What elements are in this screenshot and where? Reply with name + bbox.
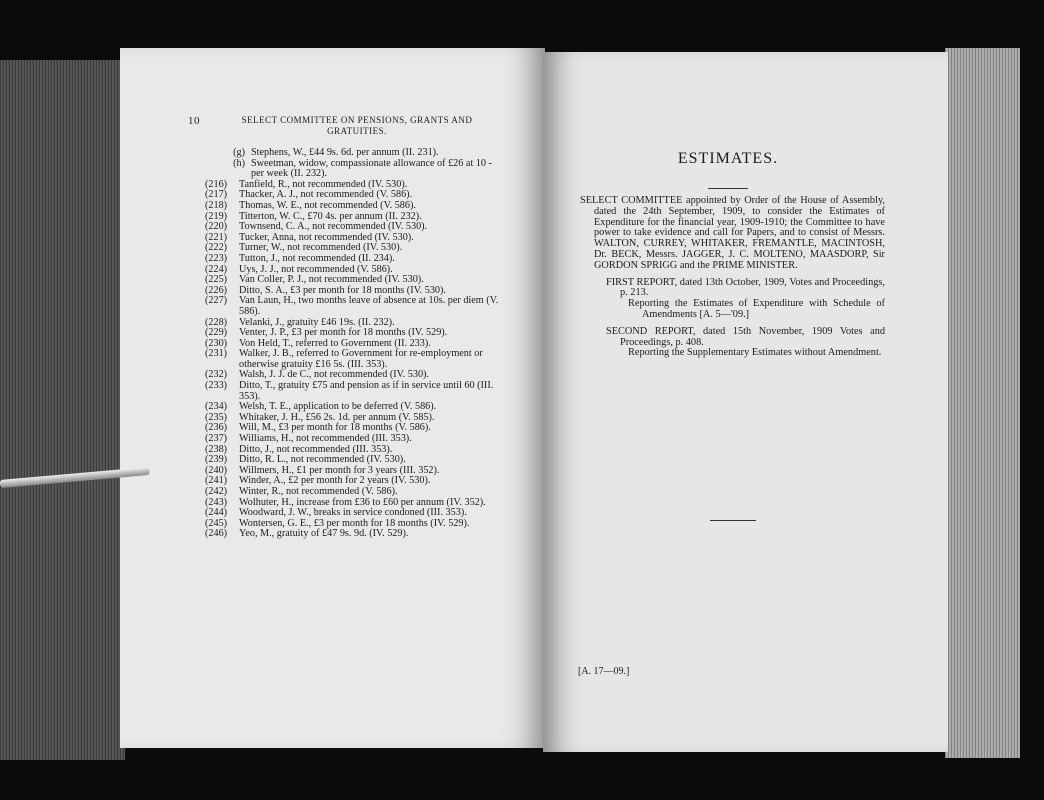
- list-item: [205, 349, 505, 370]
- entry-text: Williams, H., not recommended (III. 353).: [239, 433, 412, 445]
- entry-number: (g): [233, 147, 245, 158]
- list-item: [205, 148, 505, 159]
- entry-text: Yeo, M., gratuity of £47 9s. 9d. (IV. 529).: [239, 528, 409, 540]
- committee-text: SELECT COMMITTEE appointed by Order of the House of Assembly, dated the 24th September, 1909, to consider the Estimates of Expenditure for the financial year, 1909-1910; the Committee to have power to take evidence and call for Papers, and to consist of Messrs. WALTON, CURREY, WHITAKER, FREMANTLE, MACINTOSH, Dr. BECK, Messrs. JAGGER, J. C. MOLTENO, MAASDORP, Sir GORDON SPRIGG and the PRIME MINISTER.: [580, 195, 885, 271]
- list-item: [205, 201, 505, 212]
- entry-text: Wolhuter, H., increase from £36 to £60 per annum (IV. 352).: [239, 496, 486, 508]
- entry-text: Winter, R., not recommended (V. 586).: [239, 486, 398, 497]
- second-report-detail: Reporting the Supplementary Estimates without Amendment.: [628, 347, 882, 359]
- entry-text: Walker, J. B., referred to Government for re-employment or otherwise gratuity £16 5s. (III. 353).: [239, 348, 483, 370]
- list-item: [205, 254, 505, 265]
- entry-text: Velanki, J., gratuity £46 19s. (II. 232).: [239, 316, 395, 328]
- entry-number: (229): [205, 327, 228, 339]
- entry-number: (232): [205, 369, 228, 381]
- entry-text: Townsend, C. A., not recommended (IV. 530).: [239, 221, 428, 233]
- second-report: SECOND REPORT, dated 15th November, 1909 Votes and Proceedings, p. 408.: [606, 325, 885, 348]
- entry-number: (219): [205, 210, 228, 222]
- entry-text: Titterton, W. C., £70 4s. per annum (II. 232).: [239, 210, 422, 222]
- entry-text: Venter, J. P., £3 per month for 18 months (IV. 529).: [239, 327, 448, 339]
- entry-number: (227): [205, 295, 228, 307]
- entry-number: (h): [233, 157, 245, 169]
- entry-number: (237): [205, 433, 228, 445]
- title-rule: [708, 188, 748, 189]
- entry-number: (218): [205, 199, 228, 211]
- entry-text: Thomas, W. E., not recommended (V. 586).: [239, 199, 416, 211]
- entry-number: (245): [205, 517, 228, 529]
- entry-number: (234): [205, 401, 228, 413]
- book-edge-right: [945, 48, 1020, 758]
- entry-text: Tutton, J., not recommended (II. 234).: [239, 252, 395, 264]
- entry-text: Walsh, J. J. de C., not recommended (IV. 530).: [239, 369, 429, 381]
- page-number: 10: [188, 115, 200, 127]
- entry-number: (230): [205, 337, 228, 349]
- entry-number: (236): [205, 422, 228, 434]
- running-head-line: GRATUITIES.: [327, 126, 387, 136]
- entry-number: (246): [205, 528, 228, 540]
- entry-number: (221): [205, 231, 228, 243]
- entry-number: (242): [205, 486, 228, 497]
- entry-number: (226): [205, 284, 228, 296]
- entry-text: Tanfield, R., not recommended (IV. 530).: [239, 178, 408, 190]
- entry-number: (240): [205, 464, 228, 476]
- entry-text: Stephens, W., £44 9s. 6d. per annum (II. 231).: [251, 147, 439, 158]
- entry-text: Ditto, S. A., £3 per month for 18 months (IV. 530).: [239, 284, 446, 296]
- list-item: [205, 381, 505, 402]
- entry-list: [205, 148, 505, 540]
- entry-text: Sweetman, widow, compassionate allowance of £26 at 10 - per week (II. 232).: [251, 157, 492, 180]
- left-page-header: [188, 115, 488, 137]
- entry-text: Tucker, Anna, not recommended (IV. 530).: [239, 231, 414, 243]
- entry-number: (233): [205, 380, 228, 392]
- entry-number: (224): [205, 263, 228, 275]
- entry-number: (216): [205, 178, 228, 190]
- page-title: ESTIMATES.: [677, 150, 779, 167]
- entry-number: (228): [205, 316, 228, 328]
- list-item: [205, 296, 505, 317]
- entry-text: Ditto, R. L., not recommended (IV. 530).: [239, 454, 406, 466]
- entry-number: (238): [205, 443, 228, 455]
- committee-block: [580, 196, 885, 359]
- entry-text: Welsh, T. E., application to be deferred (V. 586).: [239, 401, 437, 413]
- entry-text: Ditto, J., not recommended (III. 353).: [239, 443, 393, 455]
- first-report-detail: Reporting the Estimates of Expenditure with Schedule of Amendments [A. 5—'09.]: [628, 298, 885, 320]
- entry-number: (231): [205, 348, 228, 360]
- entry-text: Wontersen, G. E., £3 per month for 18 months (IV. 529).: [239, 517, 470, 529]
- entry-number: (222): [205, 242, 228, 254]
- entry-text: Van Coller, P. J., not recommended (IV. 530).: [239, 274, 424, 286]
- book-edge-left: [0, 60, 125, 760]
- running-head-line: SELECT COMMITTEE ON PENSIONS, GRANTS AND: [241, 115, 473, 125]
- first-report: FIRST REPORT, dated 13th October, 1909, Votes and Proceedings, p. 213.: [606, 276, 885, 299]
- entry-text: Ditto, T., gratuity £75 and pension as if in service until 60 (III. 353).: [239, 380, 494, 402]
- end-rule: [710, 520, 756, 521]
- entry-number: (239): [205, 454, 228, 466]
- entry-number: (243): [205, 496, 228, 508]
- list-item: [205, 487, 505, 498]
- entry-text: Uys, J. J., not recommended (V. 586).: [239, 263, 393, 275]
- entry-number: (244): [205, 507, 228, 519]
- page-code: [A. 17—09.]: [578, 666, 630, 677]
- entry-text: Willmers, H., £1 per month for 3 years (III. 352).: [239, 464, 440, 476]
- entry-number: (241): [205, 475, 228, 487]
- entry-text: Winder, A., £2 per month for 2 years (IV. 530).: [239, 475, 431, 487]
- entry-text: Von Held, T., referred to Government (II. 233).: [239, 337, 431, 349]
- entry-number: (225): [205, 274, 228, 286]
- entry-number: (235): [205, 411, 228, 423]
- entry-text: Thacker, A. J., not recommended (V. 586).: [239, 189, 413, 201]
- entry-number: (217): [205, 189, 228, 201]
- list-item: [205, 529, 505, 540]
- entry-text: Van Laun, H., two months leave of absence at 10s. per diem (V. 586).: [239, 295, 499, 317]
- entry-number: (223): [205, 252, 228, 264]
- running-head: [226, 115, 488, 137]
- list-item: [205, 159, 505, 180]
- entry-text: Woodward, J. W., breaks in service condoned (III. 353).: [239, 507, 467, 519]
- entry-text: Whitaker, J. H., £56 2s. 1d. per annum (V. 585).: [239, 411, 435, 423]
- entry-text: Will, M., £3 per month for 18 months (V. 586).: [239, 422, 431, 434]
- entry-text: Turner, W., not recommended (IV. 530).: [239, 242, 403, 254]
- entry-number: (220): [205, 221, 228, 233]
